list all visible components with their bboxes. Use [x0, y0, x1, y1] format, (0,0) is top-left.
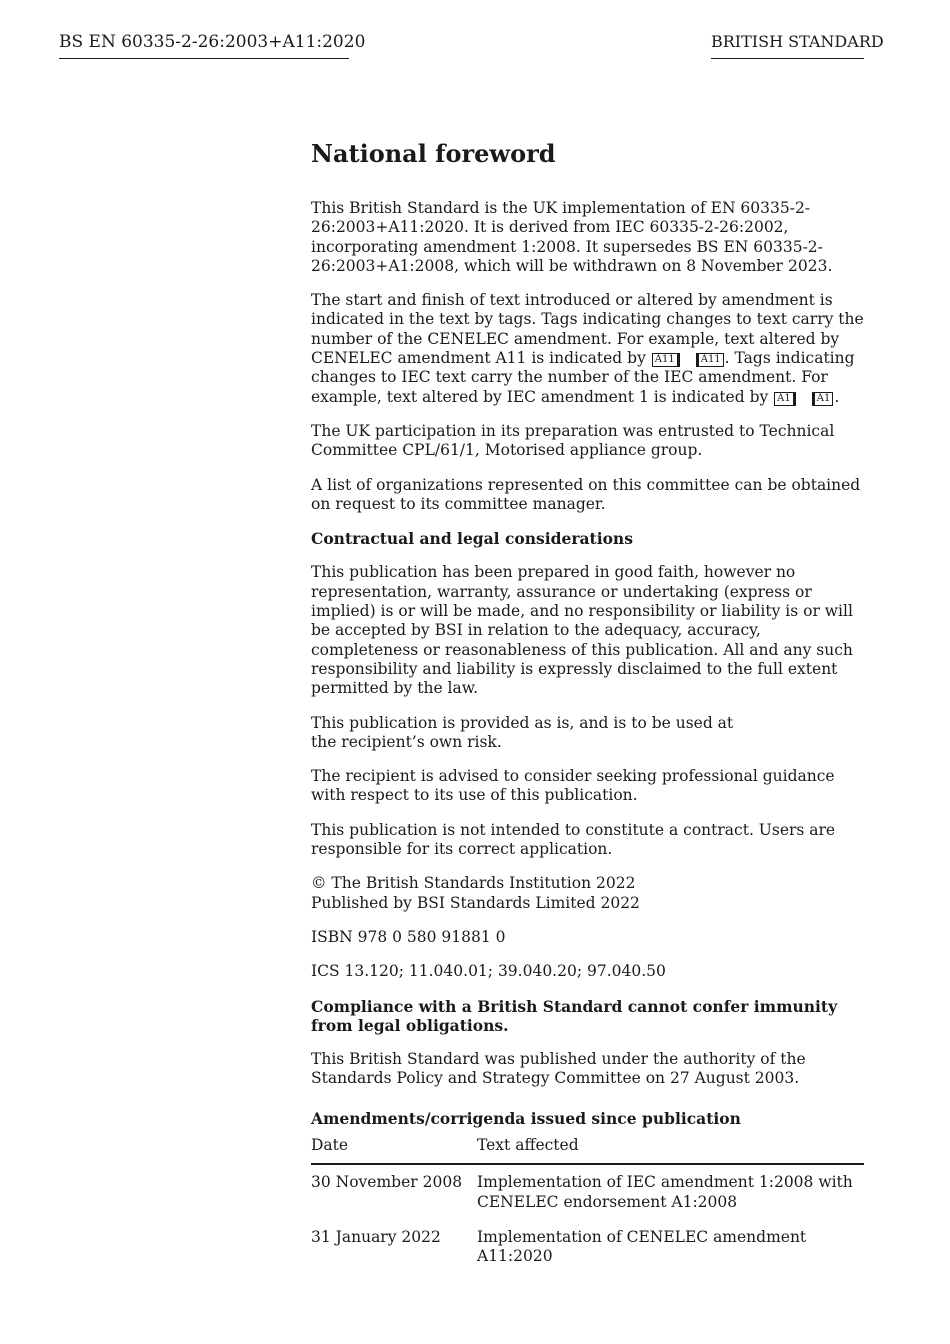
amendments-title: Amendments/corrigenda issued since publication [311, 1108, 741, 1128]
tag-a1-close: A1 [812, 392, 834, 406]
cell-date: 30 November 2008 [311, 1173, 463, 1192]
table-header-row [311, 1136, 864, 1164]
tag-a11-close: A11 [696, 353, 724, 367]
header-british-standard-label: BRITISH STANDARD [711, 31, 864, 59]
paragraph-implementation: This British Standard is the UK implementation of EN 60335-2-26:2003+A11:2020. It is derived from IEC 60335-2-26:2002, incorporating amendment 1:2008. It supersedes BS EN 60335-2-26:2003+A1:2008, which will be withdrawn on 8 November 2023. [311, 199, 833, 275]
tag-a11-open: A11 [652, 353, 680, 367]
paragraph-ics: ICS 13.120; 11.040.01; 39.040.20; 97.040.50 [311, 962, 666, 981]
column-header-date: Date [311, 1136, 477, 1164]
paragraph-guidance: The recipient is advised to consider seeking professional guidance with respect to its use of this publication. [311, 767, 835, 805]
tags-text-c: . [834, 387, 840, 406]
tags-text-b: . Tags indicating changes to IEC text carry the number of the IEC amendment. For example, text altered by IEC amendment 1 is indicated by [311, 349, 855, 406]
tag-a1-open: A1 [774, 392, 796, 406]
table-row [311, 1164, 864, 1220]
paragraph-isbn: ISBN 978 0 580 91881 0 [311, 927, 506, 946]
page-title: National foreword [311, 139, 556, 168]
heading-contractual: Contractual and legal considerations [311, 529, 633, 549]
paragraph-own-risk: This publication is provided as is, and is to be used at the recipient’s own risk. [311, 713, 734, 751]
cell-date: 31 January 2022 [311, 1227, 441, 1246]
amendments-table [311, 1136, 864, 1274]
published-by-line: Published by BSI Standards Limited 2022 [311, 893, 640, 912]
table-row [311, 1220, 864, 1275]
paragraph-good-faith: This publication has been prepared in good faith, however no representation, warranty, assurance or undertaking (express or implied) is or will be made, and no responsibility or liability is or will be accepted by BSI in relation to the adequacy, accuracy, completeness or reasonableness of this publication. All and any such responsibility and liability is expressly disclaimed to the full extent permitted by the law. [311, 563, 853, 698]
paragraph-amendment-tags [311, 291, 867, 407]
cell-text-affected: Implementation of IEC amendment 1:2008 with CENELEC endorsement A1:2008 [477, 1173, 853, 1211]
paragraph-authority: This British Standard was published under the authority of the Standards Policy and Strategy Committee on 27 August 2003. [311, 1050, 806, 1088]
tags-text-a: The start and finish of text introduced or altered by amendment is indicated in the text by tags. Tags indicating changes to text carry the number of the CENELEC amendment. For example, text altered by CENELEC amendment A11 is indicated by [311, 291, 864, 368]
paragraph-compliance: Compliance with a British Standard cannot confer immunity from legal obligations. [311, 996, 838, 1035]
paragraph-copyright [311, 874, 867, 913]
header-document-id: BS EN 60335-2-26:2003+A11:2020 [59, 31, 349, 59]
cell-text-affected: Implementation of CENELEC amendment A11:2020 [477, 1227, 807, 1266]
paragraph-committee: The UK participation in its preparation was entrusted to Technical Committee CPL/61/1, Motorised appliance group. [311, 421, 835, 460]
copyright-line: © The British Standards Institution 2022 [311, 874, 636, 893]
paragraph-not-contract: This publication is not intended to constitute a contract. Users are responsible for its correct application. [311, 820, 836, 859]
column-header-text-affected: Text affected [477, 1136, 864, 1164]
paragraph-organizations: A list of organizations represented on this committee can be obtained on request to its committee manager. [311, 475, 861, 513]
foreword-content [311, 138, 867, 1274]
